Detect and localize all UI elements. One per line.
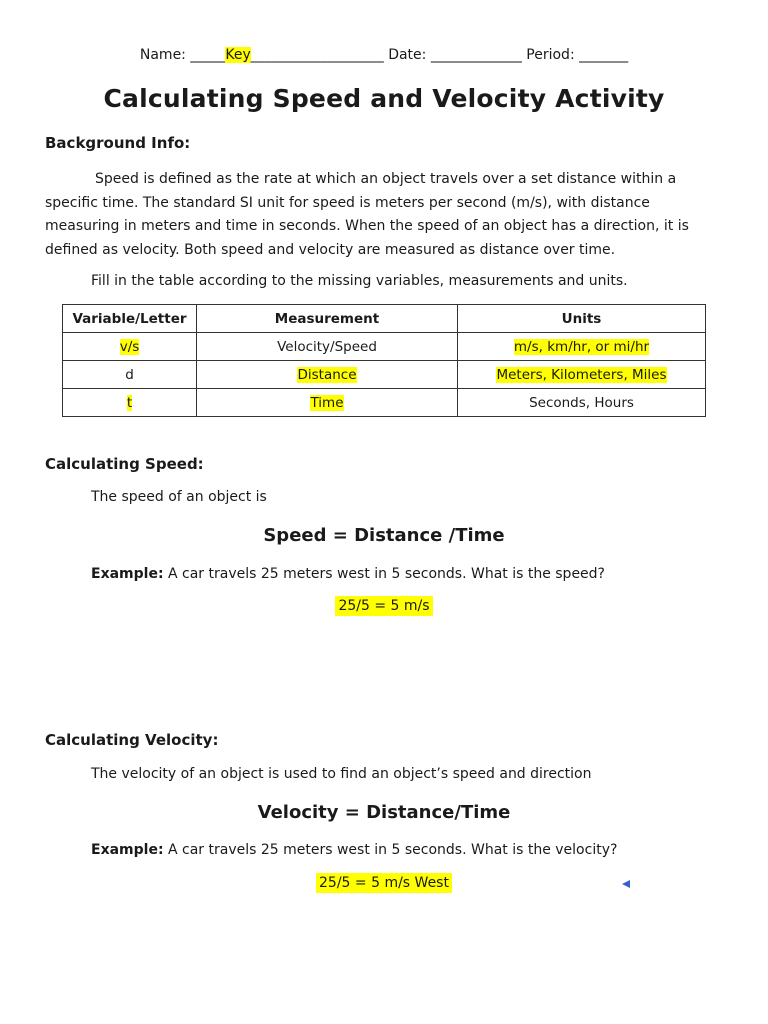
cell-text: m/s, km/hr, or mi/hr xyxy=(513,338,650,355)
speed-answer-text: 25/5 = 5 m/s xyxy=(335,596,432,616)
cell-text: Time xyxy=(310,394,344,411)
speed-intro: The speed of an object is xyxy=(91,489,267,505)
cell-text: Meters, Kilometers, Miles xyxy=(496,366,667,383)
period-blank: _______ xyxy=(579,47,629,63)
speed-example-label: Example: xyxy=(91,566,164,582)
cell-text: d xyxy=(125,366,134,383)
table-cell xyxy=(63,389,197,417)
header-variable: Variable/Letter xyxy=(63,305,197,333)
header-units: Units xyxy=(458,305,706,333)
cell-text: Seconds, Hours xyxy=(529,394,634,411)
variables-table xyxy=(62,304,706,417)
table-instruction: Fill in the table according to the missing variables, measurements and units. xyxy=(91,273,628,289)
velocity-intro: The velocity of an object is used to find an object’s speed and direction xyxy=(91,766,592,782)
background-heading: Background Info: xyxy=(45,134,191,152)
background-paragraph: Speed is defined as the rate at which an object travels over a set distance within a specific time. The standard SI unit for speed is meters per second (m/s), with distance measuring in meters and time in seconds. When the speed of an object has a direction, it is defined as velocity. Both speed and velocity are measured as distance over time. xyxy=(45,171,689,258)
table-cell xyxy=(63,333,197,361)
table-row xyxy=(63,361,706,389)
velocity-heading: Calculating Velocity: xyxy=(45,731,219,749)
table-row xyxy=(63,333,706,361)
name-blank-after: ___________________ xyxy=(250,47,384,63)
period-label: Period: xyxy=(521,47,580,63)
velocity-answer-text: 25/5 = 5 m/s West xyxy=(316,873,452,893)
header-measurement: Measurement xyxy=(197,305,458,333)
table-cell xyxy=(63,361,197,389)
table-cell xyxy=(197,333,458,361)
page-title: Calculating Speed and Velocity Activity xyxy=(103,84,665,113)
speed-formula: Speed = Distance /Time xyxy=(263,525,505,546)
cell-text: Distance xyxy=(297,366,357,383)
speed-example-text: A car travels 25 meters west in 5 seconds. What is the speed? xyxy=(163,566,605,582)
velocity-example-text: A car travels 25 meters west in 5 seconds. What is the velocity? xyxy=(163,842,618,858)
cell-text: t xyxy=(126,394,133,411)
table-cell xyxy=(458,361,706,389)
table-cell xyxy=(197,361,458,389)
table-cell xyxy=(458,333,706,361)
date-blank: _____________ xyxy=(430,47,522,63)
pointer-arrow-icon xyxy=(622,880,630,888)
velocity-answer xyxy=(0,875,768,891)
velocity-example-label: Example: xyxy=(91,842,164,858)
name-blank-before: _____ xyxy=(190,47,226,63)
header-line xyxy=(0,47,768,63)
name-label: Name: xyxy=(139,47,191,63)
speed-example xyxy=(91,566,605,582)
table-row xyxy=(63,389,706,417)
velocity-example xyxy=(91,842,617,858)
table-cell xyxy=(458,389,706,417)
table-cell xyxy=(197,389,458,417)
speed-heading: Calculating Speed: xyxy=(45,455,204,473)
speed-answer xyxy=(0,598,768,614)
table-header-row xyxy=(63,305,706,333)
name-value: Key xyxy=(225,47,251,63)
velocity-formula: Velocity = Distance/Time xyxy=(257,802,511,823)
cell-text: v/s xyxy=(119,338,140,355)
cell-text: Velocity/Speed xyxy=(277,338,377,355)
date-label: Date: xyxy=(383,47,431,63)
